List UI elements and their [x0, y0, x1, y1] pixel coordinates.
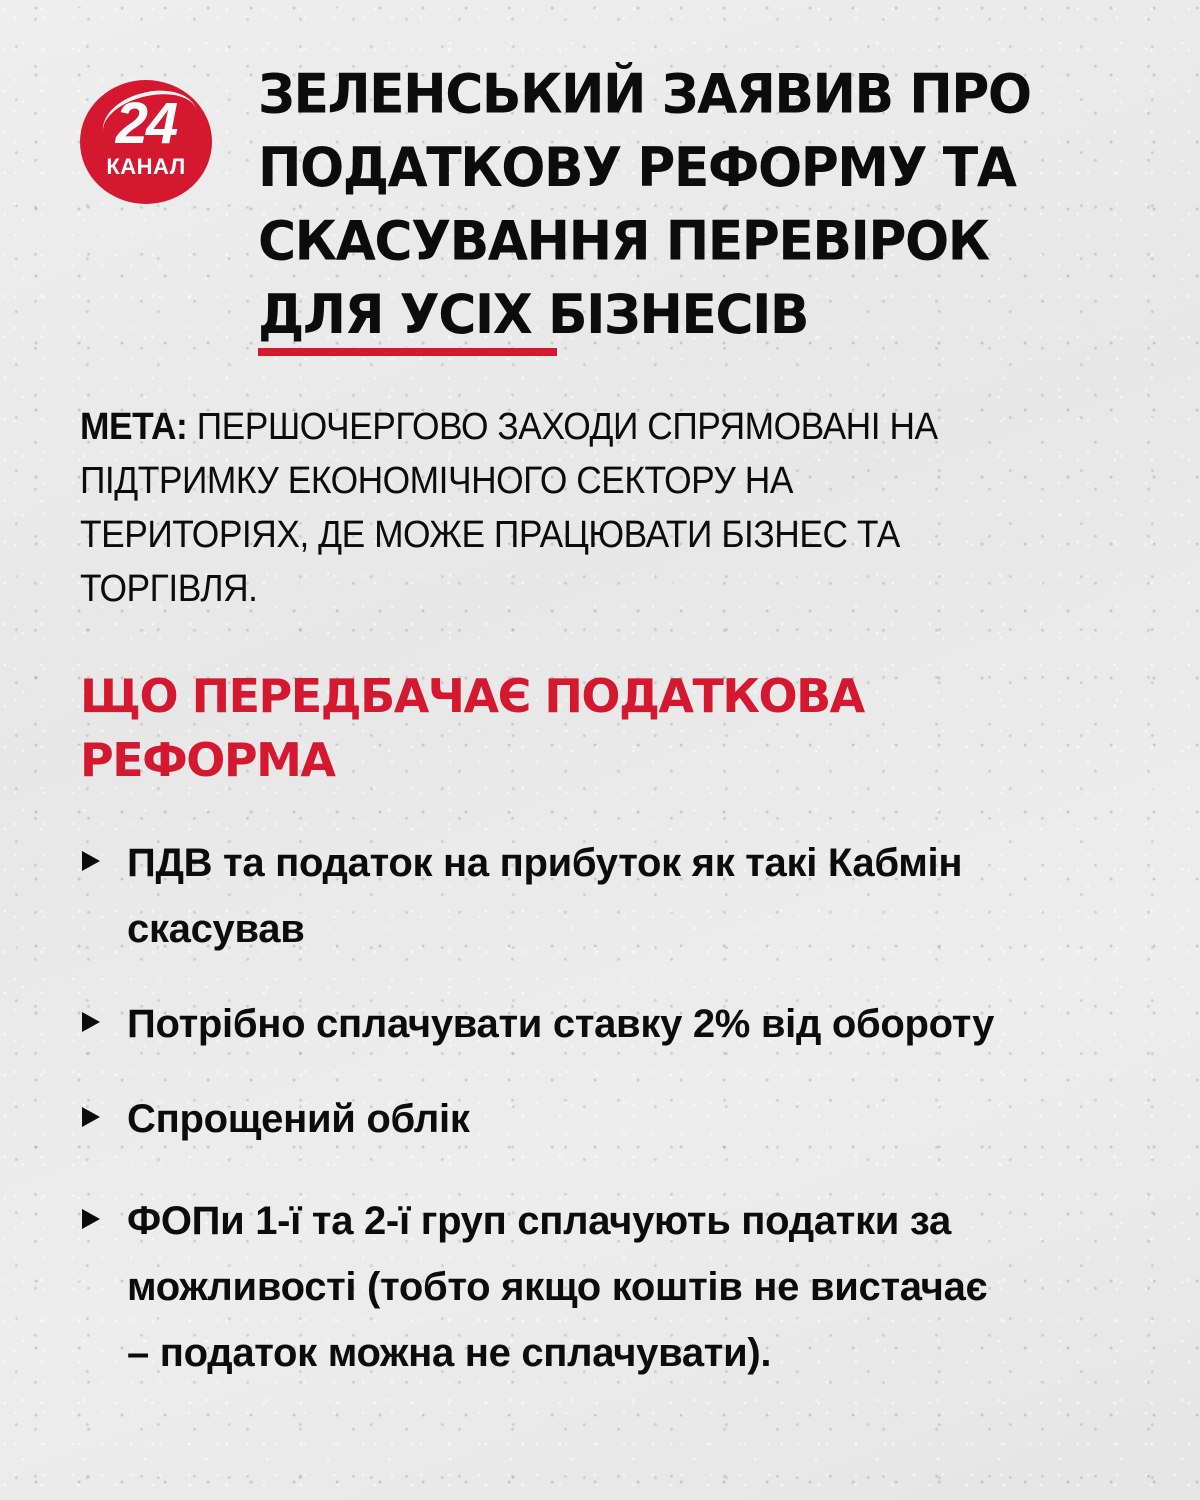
list-item-line: ФОПи 1-ї та 2-ї груп сплачують податки за [127, 1199, 951, 1243]
headline-line: ЗЕЛЕНСЬКИЙ ЗАЯВИВ ПРО [258, 63, 1031, 127]
list-item-line: можливості (тобто якщо коштів не вистачає [127, 1265, 988, 1309]
headline [258, 58, 1058, 352]
headline-divider [258, 348, 557, 356]
logo-word: КАНАЛ [106, 154, 186, 179]
list-item-line: ПДВ та податок на прибуток як такі Кабмін [127, 841, 963, 885]
headline-line: ДЛЯ УСІХ БІЗНЕСІВ [258, 283, 809, 347]
goal-label: МЕТА: [80, 406, 188, 448]
headline-line: СКАСУВАННЯ ПЕРЕВІРОК [258, 210, 989, 274]
list-item-line: Потрібно сплачувати ставку 2% від обороту [127, 1002, 995, 1046]
triangle-right-icon [82, 851, 100, 871]
goal-line: ПІДТРИМКУ ЕКОНОМІЧНОГО СЕКТОРУ НА [80, 460, 793, 502]
channel-24-logo [80, 80, 212, 204]
goal-line: ТЕРИТОРІЯХ, ДЕ МОЖЕ ПРАЦЮВАТИ БІЗНЕС ТА [80, 514, 900, 556]
list-item-text [127, 1086, 470, 1152]
goal-text: ПЕРШОЧЕРГОВО ЗАХОДИ СПРЯМОВАНІ НА [187, 406, 938, 448]
headline-line: ПОДАТКОВУ РЕФОРМУ ТА [258, 136, 1016, 200]
list-item-line: скасував [127, 907, 305, 951]
list-item-text [127, 1188, 987, 1386]
triangle-right-icon [82, 1209, 100, 1229]
goal-line: ТОРГІВЛЯ. [80, 568, 258, 610]
triangle-right-icon [82, 1012, 100, 1032]
triangle-right-icon [82, 1107, 100, 1127]
subheading-line: РЕФОРМА [80, 733, 335, 787]
goal-line [80, 400, 1066, 454]
list-item-text [127, 830, 962, 962]
logo-number: 24 [115, 91, 177, 156]
goal-paragraph [80, 400, 1066, 616]
list-item-line: – податок можна не сплачувати). [127, 1331, 772, 1375]
section-subheading [80, 664, 1080, 792]
list-item-line: Спрощений облік [127, 1097, 470, 1141]
subheading-line: ЩО ПЕРЕДБАЧАЄ ПОДАТКОВА [80, 669, 864, 723]
list-item-text [127, 991, 994, 1057]
